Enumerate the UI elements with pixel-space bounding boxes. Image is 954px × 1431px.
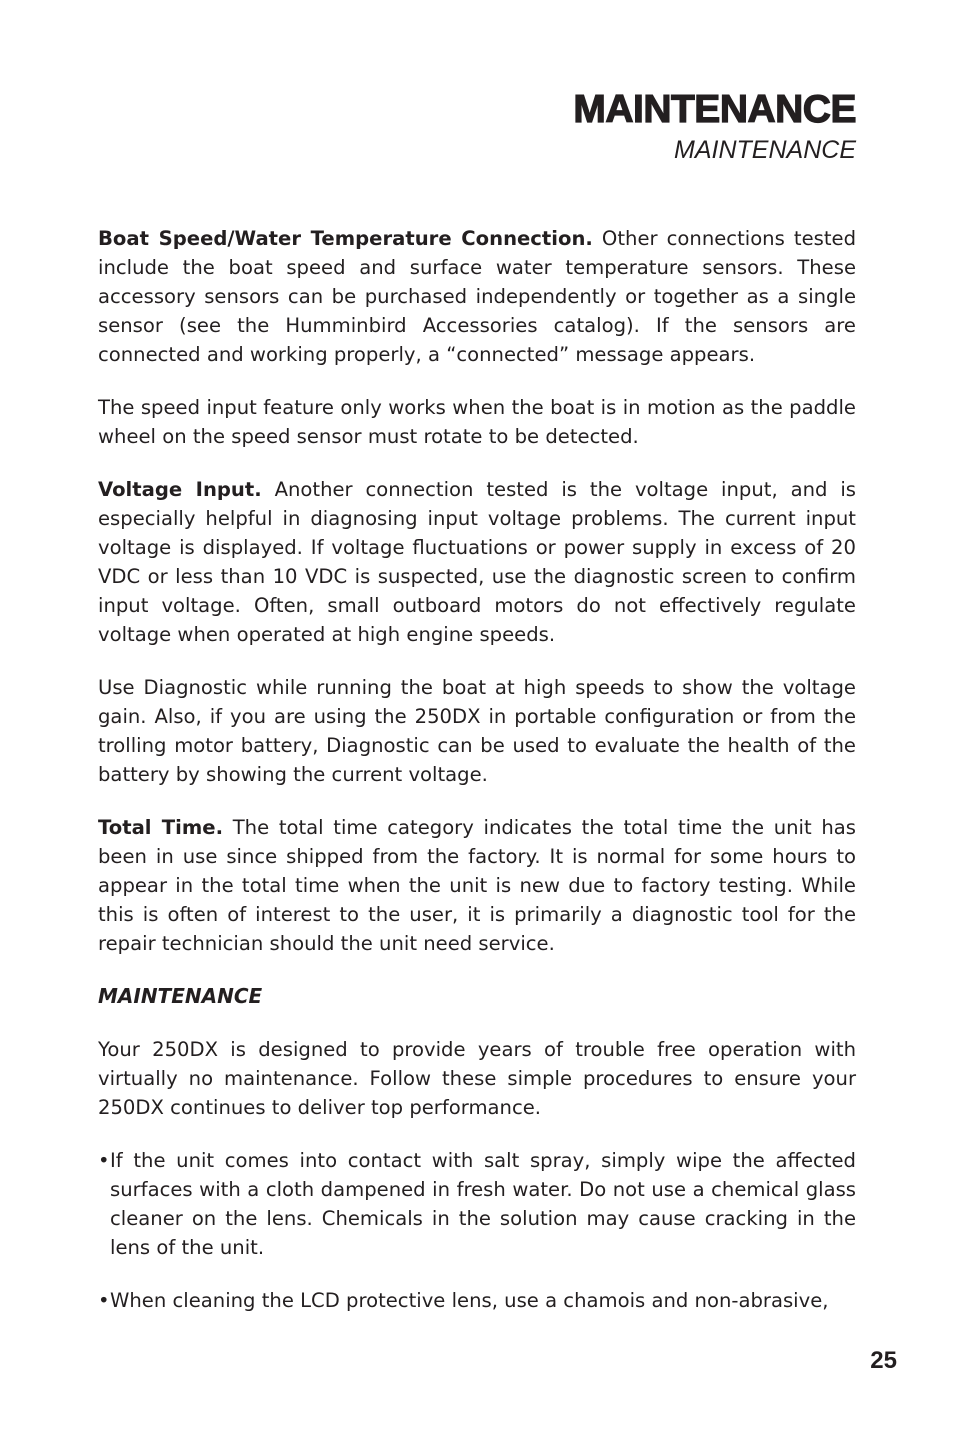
bullet-text: When cleaning the LCD protective lens, use a chamois and non-abrasive, [110, 1289, 829, 1312]
paragraph-lead: Voltage Input. [98, 478, 262, 501]
page-number: 25 [870, 1347, 897, 1374]
page-header [573, 88, 856, 165]
paragraph-maintenance-intro: Your 250DX is designed to provide years of trouble free operation with virtually no maintenance. Follow these simple procedures to ensure your 250DX continues to deliver top performance. [98, 1038, 856, 1119]
bullet-marker: • [98, 1289, 110, 1312]
paragraph-text: The total time category indicates the total time the unit has been in use since shipped from the factory. It is normal for some hours to appear in the total time when the unit is new due to factory testing. While this is often of interest to the user, it is primarily a diagnostic tool for the repair technician should the unit need service. [98, 816, 856, 955]
paragraph-boat-speed [98, 224, 856, 369]
bullet-item [98, 1146, 856, 1262]
paragraph-total-time [98, 813, 856, 958]
bullet-marker: • [98, 1149, 110, 1172]
page-body [98, 224, 856, 1339]
section-heading-maintenance: MAINTENANCE [98, 984, 263, 1008]
paragraph-text: Another connection tested is the voltage input, and is especially helpful in diagnosing input voltage problems. The current input voltage is displayed. If voltage fluctuations or power supply in excess of 20 VDC or less than 10 VDC is suspected, use the diagnostic screen to confirm input voltage. Often, small outboard motors do not effectively regulate voltage when operated at high engine speeds. [98, 478, 856, 646]
paragraph-text: Other connections tested include the boat speed and surface water temperature sensors. These accessory sensors can be purchased independently or together as a single sensor (see the Humminbird Accessories catalog). If the sensors are connected and working properly, a “connected” message appears. [98, 227, 857, 366]
paragraph-lead: Boat Speed/Water Temperature Connection. [98, 227, 593, 250]
paragraph-voltage-input [98, 475, 856, 649]
paragraph-speed-input: The speed input feature only works when the boat is in motion as the paddle wheel on the speed sensor must rotate to be detected. [98, 396, 856, 448]
page-title: MAINTENANCE [573, 88, 856, 131]
paragraph-diagnostic: Use Diagnostic while running the boat at high speeds to show the voltage gain. Also, if you are using the 250DX in portable configuration or from the trolling motor battery, Diagnostic can be used to evaluate the health of the battery by showing the current voltage. [98, 676, 856, 786]
bullet-text: If the unit comes into contact with salt spray, simply wipe the affected surfaces with a cloth dampened in fresh water. Do not use a chemical glass cleaner on the lens. Chemicals in the solution may cause cracking in the lens of the unit. [110, 1149, 856, 1259]
page-subtitle: MAINTENANCE [674, 136, 856, 164]
bullet-item [98, 1286, 856, 1315]
paragraph-lead: Total Time. [98, 816, 224, 839]
